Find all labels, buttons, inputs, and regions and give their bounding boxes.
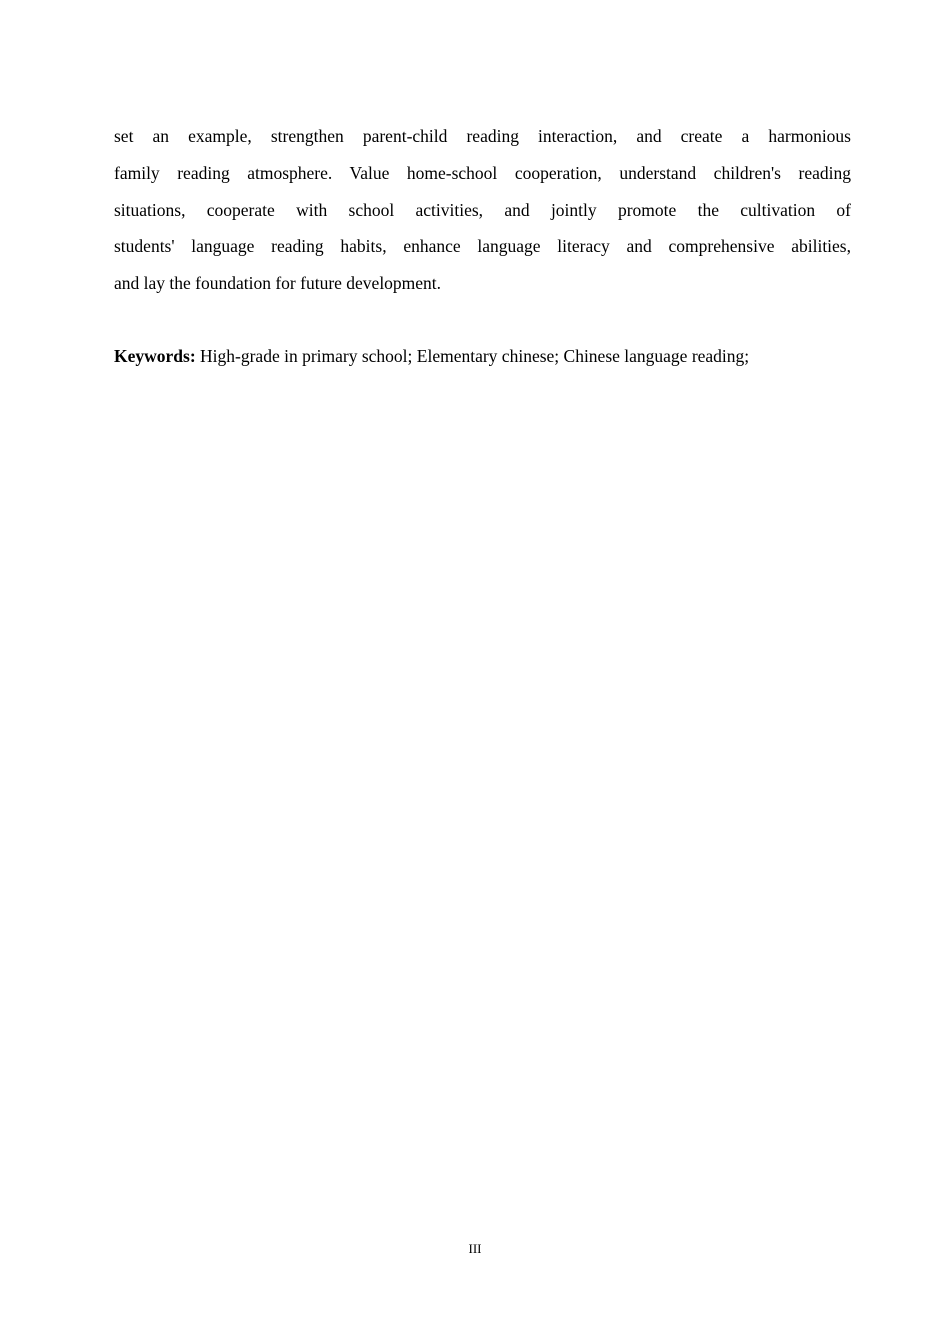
keywords-text: High-grade in primary school; Elementary chinese; Chinese language reading;	[195, 346, 750, 366]
page-number: III	[468, 1241, 482, 1256]
paragraph-line: situations, cooperate with school activities, and jointly promote the cultivation of	[114, 199, 851, 220]
abstract-paragraph	[114, 118, 851, 302]
paragraph-line: and lay the foundation for future development.	[114, 273, 442, 294]
paragraph-line: students' language reading habits, enhance language literacy and comprehensive abilities,	[114, 236, 851, 257]
paragraph-line: family reading atmosphere. Value home-school cooperation, understand children's reading	[114, 162, 851, 183]
paragraph-line: set an example, strengthen parent-child reading interaction, and create a harmonious	[114, 126, 851, 146]
keywords-label: Keywords:	[114, 346, 196, 366]
keywords-line	[114, 338, 851, 375]
